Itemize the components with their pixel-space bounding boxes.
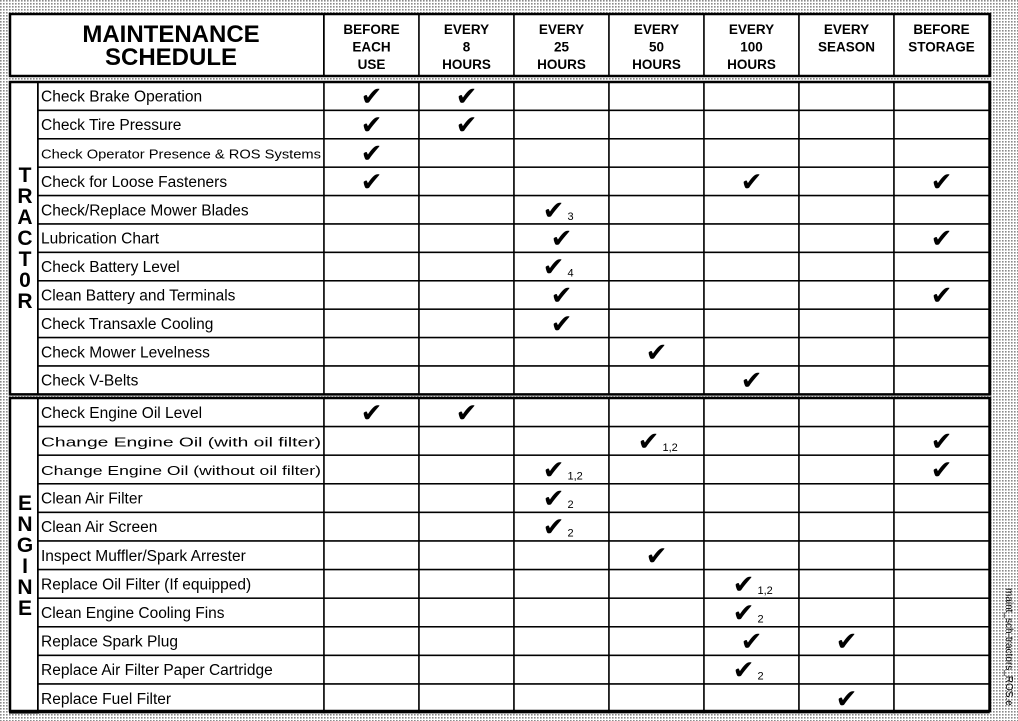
interval-cell [419,512,514,541]
column-header-label: EVERY [538,22,585,37]
interval-cell [609,82,704,110]
section-label-letter: I [22,554,28,578]
interval-cell [704,139,799,167]
interval-cell [799,309,894,337]
interval-cell [514,167,609,195]
interval-cell [894,512,989,541]
column-header-label: 50 [648,39,665,55]
footnote-ref: 4 [567,267,574,280]
section-label-letter: C [17,227,33,251]
interval-cell [799,366,894,394]
interval-cell [704,398,799,427]
column-header-label: EVERY [633,22,680,37]
check-mark: ✔ [930,454,953,485]
footnote-ref: 1,2 [567,470,583,483]
interval-cell [799,224,894,252]
interval-cell [609,366,704,394]
file-name-label: maint_sch-tractors_ROS.e [1003,588,1014,706]
column-header-label: EACH [352,39,391,55]
check-mark: ✔ [732,568,755,599]
check-mark: ✔ [360,397,383,428]
check-mark: ✔ [550,223,573,254]
footnote-ref: 3 [567,210,574,223]
section-label-letter: 0 [19,269,31,293]
interval-cell [419,455,514,484]
task-label: Clean Air Filter [41,490,143,508]
column-header-label: EVERY [728,22,775,37]
interval-cell [419,627,514,656]
task-label: Inspect Muffler/Spark Arrester [41,547,246,565]
interval-cell [324,196,419,224]
check-mark: ✔ [542,194,565,225]
interval-cell [894,541,989,570]
column-header-label: SEASON [817,39,876,55]
interval-cell [419,252,514,280]
schedule-title: SCHEDULE [104,44,238,71]
footnote-ref: 2 [567,527,574,540]
task-label: Replace Oil Filter (If equipped) [41,576,252,594]
interval-cell [609,455,704,484]
interval-cell [514,398,609,427]
task-label: Check V-Belts [41,372,139,390]
interval-cell [609,570,704,599]
interval-cell [514,655,609,684]
check-mark: ✔ [542,511,565,542]
task-label: Check/Replace Mower Blades [41,202,249,220]
interval-cell [324,655,419,684]
interval-cell [609,252,704,280]
check-mark: ✔ [360,138,383,168]
interval-cell [514,570,609,599]
column-header-label: HOURS [442,57,491,72]
interval-cell [799,398,894,427]
schedule-title: MAINTENANCE [82,21,260,48]
interval-cell [514,139,609,167]
footnote-ref: 1,2 [757,584,773,597]
interval-cell [324,484,419,513]
interval-cell [799,541,894,570]
check-mark: ✔ [360,109,383,140]
task-label: Lubrication Chart [41,230,160,248]
section-label-letter: R [17,290,33,314]
section-label-letter: A [17,206,33,230]
task-label: Change Engine Oil (without oil filter) [41,464,321,478]
task-label: Clean Air Screen [41,519,158,537]
interval-cell [419,366,514,394]
column-header-label: HOURS [632,57,681,72]
interval-cell [799,281,894,309]
interval-cell [799,82,894,110]
section-label-letter: G [16,533,34,557]
check-mark: ✔ [930,223,953,254]
interval-cell [609,398,704,427]
interval-cell [799,338,894,366]
check-mark: ✔ [645,540,668,571]
check-mark: ✔ [455,81,478,112]
interval-cell [894,366,989,394]
interval-cell [894,598,989,627]
column-header-label: 8 [462,39,471,55]
column-header-label: EVERY [443,22,490,37]
interval-cell [324,338,419,366]
task-label: Check Engine Oil Level [41,404,203,422]
interval-cell [799,139,894,167]
interval-cell [704,252,799,280]
interval-cell [799,110,894,138]
task-label: Replace Air Filter Paper Cartridge [41,662,273,680]
column-header-label: 100 [740,39,763,55]
interval-cell [419,684,514,713]
interval-cell [799,512,894,541]
interval-cell [704,309,799,337]
section-label-letter: T [18,164,32,188]
task-label: Check Transaxle Cooling [41,315,214,333]
interval-cell [514,684,609,713]
interval-cell [894,655,989,684]
interval-cell [704,224,799,252]
check-mark: ✔ [835,626,858,657]
interval-cell [419,427,514,456]
check-mark: ✔ [835,683,858,714]
interval-cell [704,82,799,110]
interval-cell [324,455,419,484]
interval-cell [609,224,704,252]
column-header-label: USE [357,57,386,72]
task-label: Clean Engine Cooling Fins [41,605,225,622]
task-label: Clean Battery and Terminals [41,287,236,305]
check-mark: ✔ [360,81,383,112]
section-label-letter: N [17,575,33,599]
column-header-label: STORAGE [908,39,975,55]
interval-cell [324,427,419,456]
task-label: Replace Fuel Filter [41,690,172,708]
section-label-letter: R [17,185,33,209]
interval-cell [609,281,704,309]
interval-cell [514,366,609,394]
interval-cell [419,655,514,684]
check-mark: ✔ [360,166,383,197]
interval-cell [609,627,704,656]
interval-cell [609,110,704,138]
interval-cell [704,512,799,541]
check-mark: ✔ [550,280,573,310]
interval-cell [324,512,419,541]
section-label-letter: N [17,512,33,536]
interval-cell [419,570,514,599]
task-label: Check for Loose Fasteners [41,173,228,191]
interval-cell [799,598,894,627]
interval-cell [324,541,419,570]
interval-cell [894,484,989,513]
interval-cell [609,309,704,337]
interval-cell [419,167,514,195]
interval-cell [894,684,989,713]
interval-cell [799,570,894,599]
interval-cell [514,627,609,656]
check-mark: ✔ [740,626,763,657]
interval-cell [894,252,989,280]
interval-cell [894,627,989,656]
task-label: Check Operator Presence & ROS Systems [41,147,321,162]
interval-cell [609,684,704,713]
check-mark: ✔ [930,425,953,456]
interval-cell [514,338,609,366]
task-label: Replace Spark Plug [41,633,178,651]
footnote-ref: 2 [567,499,574,512]
interval-cell [324,281,419,309]
interval-cell [799,167,894,195]
interval-cell [324,366,419,394]
interval-cell [894,309,989,337]
check-mark: ✔ [740,365,763,396]
check-mark: ✔ [645,336,668,367]
interval-cell [324,252,419,280]
interval-cell [894,82,989,110]
interval-cell [704,484,799,513]
interval-cell [894,196,989,224]
interval-cell [609,655,704,684]
interval-cell [609,484,704,513]
interval-cell [799,252,894,280]
check-mark: ✔ [740,166,763,197]
interval-cell [799,484,894,513]
check-mark: ✔ [542,454,565,485]
interval-cell [419,196,514,224]
task-label: Change Engine Oil (with oil filter) [41,435,321,450]
interval-cell [704,455,799,484]
interval-cell [324,684,419,713]
check-mark: ✔ [455,109,478,140]
column-header-label: BEFORE [343,22,400,37]
footnote-ref: 2 [757,670,764,683]
task-label: Check Mower Levelness [41,344,210,362]
interval-cell [704,684,799,713]
check-mark: ✔ [637,425,660,456]
column-header-label: HOURS [727,57,776,72]
interval-cell [514,541,609,570]
check-mark: ✔ [930,166,953,197]
interval-cell [609,167,704,195]
interval-cell [894,570,989,599]
interval-cell [324,627,419,656]
interval-cell [894,398,989,427]
interval-cell [609,598,704,627]
footnote-ref: 1,2 [662,441,678,454]
section-label-letter: E [17,596,33,620]
interval-cell [704,281,799,309]
interval-cell [704,338,799,366]
check-mark: ✔ [455,397,478,428]
task-label: Check Battery Level [41,259,180,277]
column-header-label: EVERY [823,22,870,37]
interval-cell [419,281,514,309]
interval-cell [704,427,799,456]
interval-cell [704,110,799,138]
interval-cell [799,655,894,684]
interval-cell [514,427,609,456]
interval-cell [419,598,514,627]
check-mark: ✔ [550,308,573,339]
column-header-label: 25 [553,39,570,55]
check-mark: ✔ [732,597,755,628]
section-label-letter: T [18,248,32,272]
column-header-label: HOURS [537,57,586,72]
interval-cell [419,224,514,252]
interval-cell [514,82,609,110]
interval-cell [894,139,989,167]
interval-cell [609,139,704,167]
check-mark: ✔ [732,654,755,685]
interval-cell [514,110,609,138]
check-mark: ✔ [542,251,565,282]
interval-cell [419,541,514,570]
interval-cell [799,455,894,484]
interval-cell [704,541,799,570]
interval-cell [324,309,419,337]
check-mark: ✔ [930,280,953,310]
interval-cell [324,570,419,599]
interval-cell [419,484,514,513]
interval-cell [704,196,799,224]
interval-cell [799,196,894,224]
interval-cell [894,338,989,366]
interval-cell [609,512,704,541]
interval-cell [799,427,894,456]
interval-cell [324,598,419,627]
check-mark: ✔ [542,483,565,514]
interval-cell [609,196,704,224]
footnote-ref: 2 [757,613,764,626]
interval-cell [419,139,514,167]
interval-cell [324,224,419,252]
interval-cell [894,110,989,138]
interval-cell [419,309,514,337]
interval-cell [419,338,514,366]
interval-cell [514,598,609,627]
task-label: Check Tire Pressure [41,117,182,135]
task-label: Check Brake Operation [41,88,203,106]
column-header-label: BEFORE [913,22,970,37]
section-label-letter: E [17,491,33,515]
